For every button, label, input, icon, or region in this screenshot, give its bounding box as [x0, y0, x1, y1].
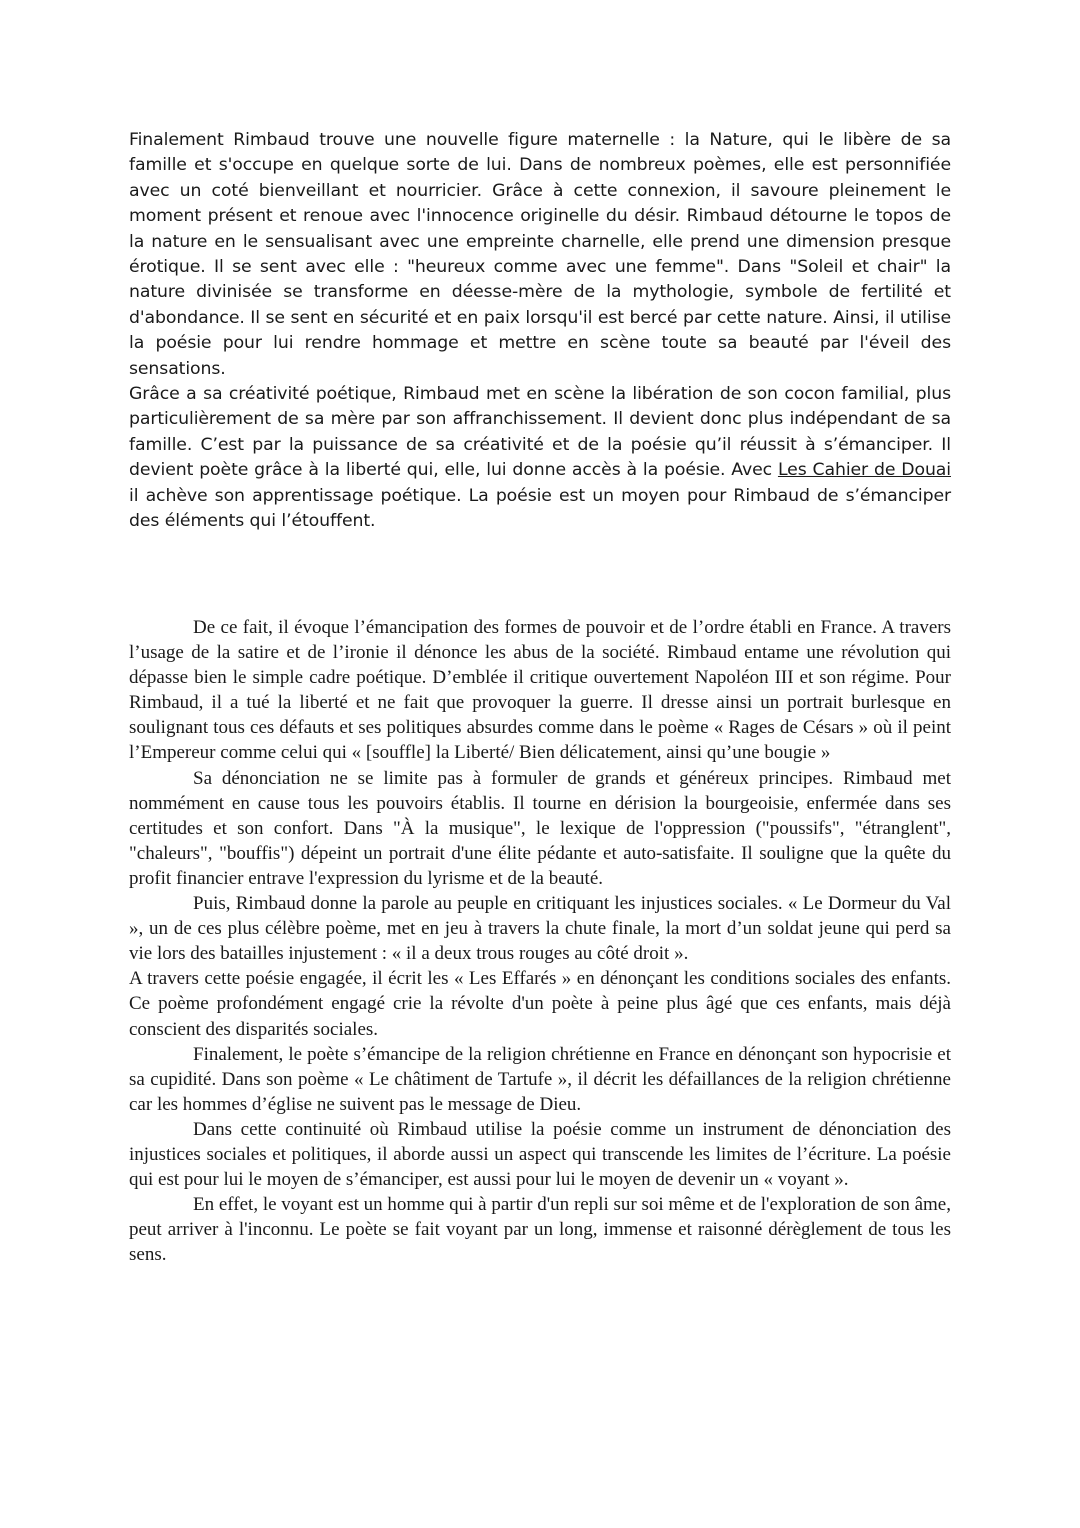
book-title: Les Cahier de Douai: [777, 460, 951, 481]
paragraph-continuite: Dans cette continuité où Rimbaud utilise la poésie comme un instrument de dénonciation des injustices sociales et politiques, il aborde aussi un aspect qui transcende les limites de l’écriture. La poésie qui est pour lui le moyen de s’émanciper, est aussi pour lui le moyen de devenir un « voyant ».: [129, 1118, 951, 1191]
paragraph-peuple: Puis, Rimbaud donne la parole au peuple en critiquant les injustices sociales. « Le Dormeur du Val », un de ces plus célèbre poème, met en jeu à travers la chute finale, la mort d’un soldat jeune qui perd sa vie lors des batailles injustement : « il a deux trous rouges au côté droit ».: [129, 893, 951, 965]
paragraph-bourgeoisie: Sa dénonciation ne se limite pas à formuler de grands et généreux principes. Rimbaud met nommément en cause tous les pouvoirs établis. Il tourne en dérision la bourgeoisie, enfermée dans ses certitudes et son confort. Dans "À la musique", le lexique de l'oppression ("poussifs", "étranglent", "chaleurs", "bouffis") dépeint un portrait d'une élite pédante et auto-satisfaite. Il souligne que la quête du profit financier entrave l'expression du lyrisme et de la beauté.: [129, 767, 951, 889]
paragraph-text-start: Grâce a sa créativité poétique, Rimbaud met en scène la libération de son cocon familial, plus particulièrement de sa mère par son affranchissement. Il devient donc plus indépendant de sa famille. C’est par la puissance de sa créativité et de la poésie qu’il réussit à s’émanciper. Il devient poète grâce à la liberté qui, elle, lui donne accès à la poésie. Avec: [129, 384, 951, 481]
section-nature: [129, 128, 951, 535]
paragraph-voyant: En effet, le voyant est un homme qui à partir d'un repli sur soi même et de l'exploration de son âme, peut arriver à l'inconnu. Le poète se fait voyant par un long, immense et raisonné dérèglement de tous les sens.: [129, 1194, 951, 1266]
paragraph-emancipation-familiale: [129, 382, 951, 534]
paragraph-nature: Finalement Rimbaud trouve une nouvelle figure maternelle : la Nature, qui le libère de sa famille et s'occupe en quelque sorte de lui. Dans de nombreux poèmes, elle est personnifiée avec un coté bienveillant et nourricier. Grâce à cette connexion, il savoure pleinement le moment présent et renoue avec l'innocence originelle du désir. Rimbaud détourne le topos de la nature en le sensualisant avec une empreinte charnelle, elle prend une dimension presque érotique. Il se sent avec elle : "heureux comme avec une femme". Dans "Soleil et chair" la nature divinisée se transforme en déesse-mère de la mythologie, symbole de fertilité et d'abondance. Il se sent en sécurité et en paix lorsqu'il est bercé par cette nature. Ainsi, il utilise la poésie pour lui rendre hommage et mettre en scène toute sa beauté par l'éveil des sensations.: [129, 130, 951, 379]
paragraph-religion: Finalement, le poète s’émancipe de la religion chrétienne en France en dénonçant son hypocrisie et sa cupidité. Dans son poème « Le châtiment de Tartufe », il décrit les défaillances de la religion chrétienne car les hommes d’église ne suivent pas le message de Dieu.: [129, 1043, 951, 1115]
paragraph-text-end: il achève son apprentissage poétique. La poésie est un moyen pour Rimbaud de s’émanciper des éléments qui l’étouffent.: [129, 485, 951, 532]
paragraph-effares: A travers cette poésie engagée, il écrit les « Les Effarés » en dénonçant les conditions sociales des enfants. Ce poème profondément engagé crie la révolte d'un poète à peine plus âgé que ces enfants, mais déjà conscient des disparités sociales.: [129, 968, 951, 1040]
section-pouvoir: [129, 615, 951, 1267]
paragraph-pouvoir: De ce fait, il évoque l’émancipation des formes de pouvoir et de l’ordre établi en France. A travers l’usage de la satire et de l’ironie il dénonce les abus de la société. Rimbaud entame une révolution qui dépasse bien le simple cadre poétique. D’emblée il critique ouvertement Napoléon III et son régime. Pour Rimbaud, il a tué la liberté et ne fait que provoquer la guerre. Il dresse ainsi un portrait burlesque en soulignant tous ces défauts et ses politiques absurdes comme dans le poème « Rages de Césars » où il peint l’Empereur comme celui qui « [souffle] la Liberté/ Bien délicatement, ainsi qu’une bougie »: [129, 617, 951, 764]
